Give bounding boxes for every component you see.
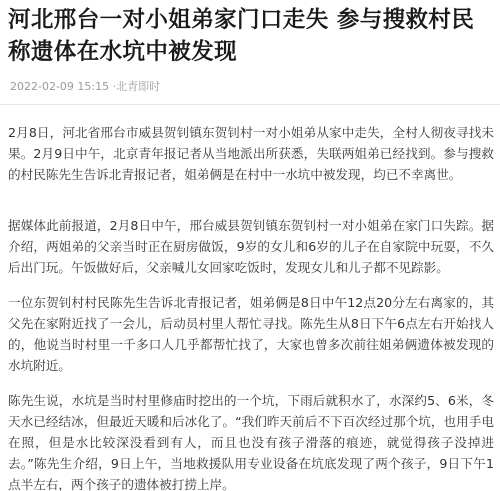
paragraph-4: 陈先生说，水坑是当时村里修庙时挖出的一个坑，下雨后就积水了，水深约5、6米，冬天水已经结冰，但最近天暖和后冰化了。“我们昨天前后不下百次经过那个坑，也用手电在照，但是水比较深没看到有人，而且也没有孩子滑落的痕迹，就觉得孩子没掉进去。”陈先生介绍，9日上午，当地救援队用专业设备在坑底发现了两个孩子，9日下午1点半左右，两个孩子的遗体被打捞上岸。 — [8, 393, 494, 491]
publish-date: 2022-02-09 15:15 — [10, 80, 110, 93]
article-meta — [10, 80, 160, 94]
paragraph-1: 2月8日，河北省邢台市威县贺钊镇东贺钊村一对小姐弟从家中走失，全村人彻夜寻找未果。2月9日中午，北京青年报记者从当地派出所获悉，失联两姐弟已经找到。参与搜救的村民陈先生告诉北青报记者，姐弟俩是在村中一水坑中被发现，均已不幸离世。 — [8, 125, 494, 182]
header-divider — [0, 104, 500, 105]
paragraph-2: 据媒体此前报道，2月8日中午，邢台威县贺钊镇东贺钊村一对小姐弟在家门口失踪。据介绍，两姐弟的父亲当时正在厨房做饭，9岁的女儿和6岁的儿子在自家院中玩耍，不久后出门玩。午饭做好后，父亲喊儿女回家吃饭时，发现女儿和儿子都不见踪影。 — [8, 218, 494, 275]
paragraph-3: 一位东贺钊村村民陈先生告诉北青报记者，姐弟俩是8日中午12点20分左右离家的，其父先在家附近找了一会儿，后动员村里人帮忙寻找。陈先生从8日下午6点左右开始找人的，他说当时村里一千多口人几乎都帮忙找了，大家也曾多次前往姐弟俩遗体被发现的水坑附近。 — [8, 295, 494, 373]
source-name: 北青即时 — [116, 80, 161, 93]
meta-separator: · — [112, 80, 117, 93]
article-title: 河北邢台一对小姐弟家门口走失 参与搜救村民称遗体在水坑中被发现 — [8, 7, 475, 65]
